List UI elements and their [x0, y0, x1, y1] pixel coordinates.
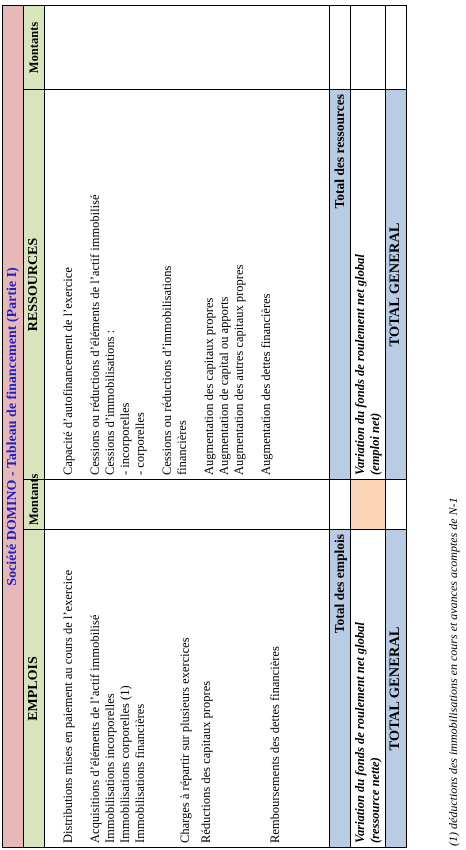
header-montants-emplois: Montants: [24, 480, 45, 530]
variation-ressource-nette: Variation du fonds de roulement net global (ressource nette): [351, 530, 386, 848]
total-emplois-amount: [330, 480, 351, 530]
header-emplois: EMPLOIS: [24, 530, 45, 848]
list-item: Augmentation des dettes financières: [259, 293, 273, 475]
total-ressources-label: Total des ressources: [330, 90, 351, 480]
list-item: Charges à répartir sur plusieurs exercices: [178, 637, 192, 843]
list-item: Immobilisations incorporelles: [103, 693, 117, 843]
financing-table: [2, 5, 407, 848]
list-item: Immobilisations corporelles (1): [118, 685, 132, 843]
table-title: Société DOMINO - Tableau de financement (Partie I): [3, 5, 24, 847]
ressources-list: [45, 90, 330, 480]
grand-total-emplois: TOTAL GENERAL: [386, 530, 407, 848]
header-montants-ressources: Montants: [24, 5, 45, 89]
variation-row: [351, 5, 386, 847]
list-item: Augmentation de capital ou apports: [217, 296, 231, 475]
list-item: Cessions d’immobilisations :: [103, 329, 117, 475]
header-ressources: RESSOURCES: [24, 90, 45, 480]
list-item: Capacité d’autofinancement de l’exercice: [61, 267, 75, 475]
header-row: [24, 5, 45, 847]
list-item: financières: [175, 420, 189, 475]
list-item: - incorporelles: [118, 402, 132, 475]
total-emplois-label: Total des emplois: [330, 530, 351, 848]
variation-ressources-amount: [351, 5, 386, 89]
title-row: [3, 5, 24, 847]
emplois-list: [45, 530, 330, 848]
variation-emplois-amount: [351, 480, 386, 530]
list-item: Remboursements des dettes financières: [268, 646, 282, 843]
list-item: Acquisitions d’éléments de l’actif immobilisé: [88, 614, 102, 843]
grand-total-emplois-amount: [386, 480, 407, 530]
list-item: Distributions mises en paiement au cours de l’exercice: [61, 569, 75, 843]
list-item: Cessions ou réductions d’éléments de l’actif immobilisé: [88, 194, 102, 475]
variation-emploi-net: Variation du fonds de roulement net global (emploi net): [351, 90, 386, 480]
grand-total-row: [386, 5, 407, 847]
grand-total-ressources-amount: [386, 5, 407, 89]
footnote: (1) déductions des immobilisations en cours et avances acomptes de N-1: [446, 497, 460, 846]
total-ressources-amount: [330, 5, 351, 89]
emplois-amount-cell: [45, 480, 330, 530]
grand-total-ressources: TOTAL GENERAL: [386, 90, 407, 480]
list-item: Augmentation des capitaux propres: [202, 297, 216, 475]
list-item: Cessions ou réductions d’immobilisations: [160, 265, 174, 475]
ressources-amount-cell: [45, 5, 330, 89]
list-item: Augmentation des autres capitaux propres: [232, 264, 246, 475]
body-row: [45, 5, 330, 847]
list-item: - corporelles: [133, 412, 147, 475]
list-item: Immobilisations financières: [133, 703, 147, 843]
totals-row: [330, 5, 351, 847]
list-item: Réductions des capitaux propres: [199, 680, 213, 843]
